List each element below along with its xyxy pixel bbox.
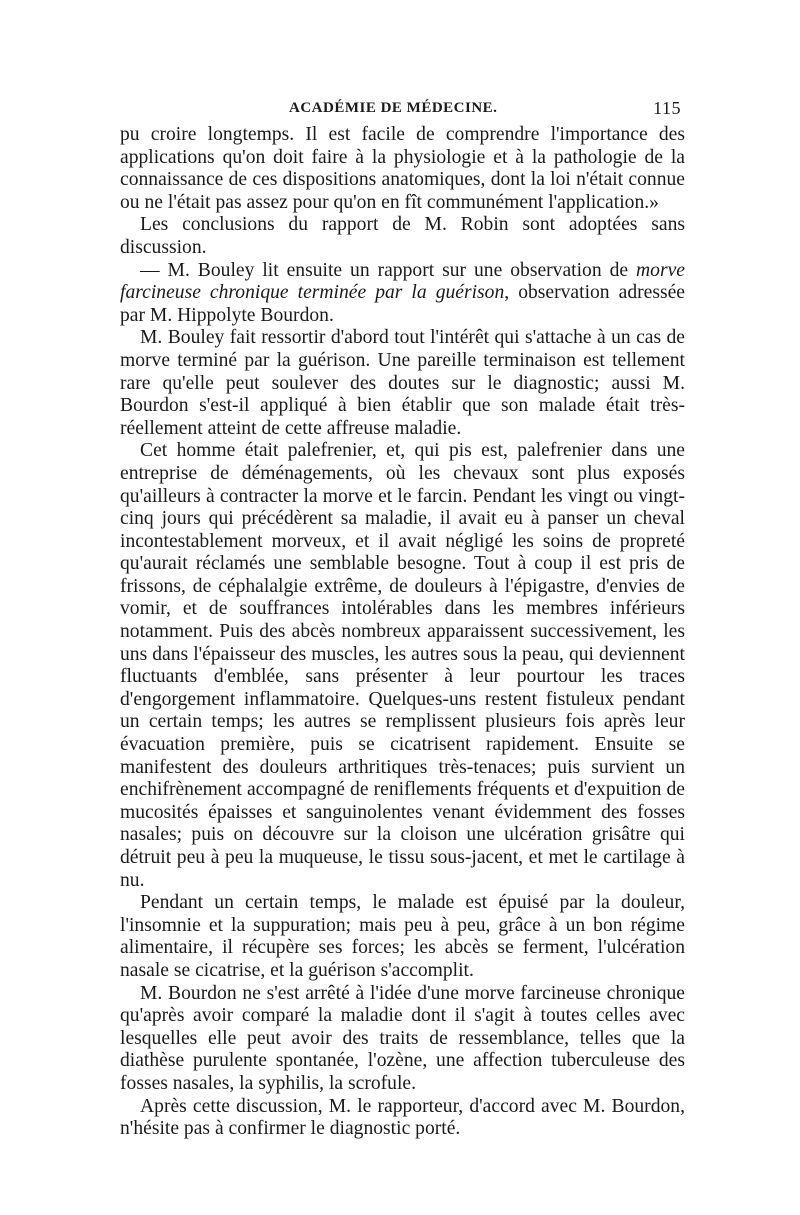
running-title: ACADÉMIE DE MÉDECINE. <box>289 100 498 116</box>
paragraph-bouley-summary: M. Bouley fait ressortir d'abord tout l'intérêt qui s'attache à un cas de morve terminé par la guérison. Une pareille terminaison est tellement rare qu'elle peut soulever des doutes sur le diagnostic; aussi M. Bourdon s'est-il appliqué à bien établir que son malade était très-réellement atteint de cette affreuse maladie. <box>120 327 685 439</box>
report-title-italic: morve farcineuse chronique terminée par la guérison <box>120 259 685 304</box>
page-header <box>120 98 685 124</box>
paragraph-recovery: Pendant un certain temps, le malade est épuisé par la douleur, l'insomnie et la suppuration; mais peu à peu, grâce à un bon régime alimentaire, il récupère ses forces; les abcès se ferment, l'ulcération nasale se cicatrise, et la guérison s'accomplit. <box>120 892 685 981</box>
body-text <box>120 124 685 1141</box>
paragraph-differential-diagnosis: M. Bourdon ne s'est arrêté à l'idée d'une morve farcineuse chronique qu'après avoir comparé la maladie dont il s'agit à toutes celles avec lesquelles elle peut avoir des traits de ressemblance, telles que la diathèse purulente spontanée, l'ozène, une affection tuberculeuse des fosses nasales, la syphilis, la scrofule. <box>120 982 685 1094</box>
paragraph-conclusions: Les conclusions du rapport de M. Robin sont adoptées sans discussion. <box>120 214 685 258</box>
page-number: 115 <box>653 98 681 118</box>
paragraph-continued: pu croire longtemps. Il est facile de comprendre l'importance des applications qu'on doit faire à la physiologie et à la pathologie de la connaissance de ces dispositions anatomiques, dont la loi n'était connue ou ne l'était pas assez pour qu'on en fît communément l'application.» <box>120 124 685 213</box>
paragraph-report-announcement <box>120 260 685 328</box>
paragraph-case-history: Cet homme était palefrenier, et, qui pis est, palefrenier dans une entreprise de déménagements, où les chevaux sont plus exposés qu'ailleurs à contracter la morve et le farcin. Pendant les vingt ou vingt-cinq jours qui précédèrent sa maladie, il avait eu à panser un cheval incontestablement morveux, et il avait négligé les soins de propreté qu'aurait réclamés une semblable besogne. Tout à coup il est pris de frissons, de céphalalgie extrême, de douleurs à l'épigastre, d'envies de vomir, et de souffrances intolérables dans les membres inférieurs notamment. Puis des abcès nombreux apparaissent successivement, les uns dans l'épaisseur des muscles, les autres sous la peau, qui deviennent fluctuants d'emblée, sans présenter à leur pourtour les traces d'engorgement inflammatoire. Quelques-uns restent fistuleux pendant un certain temps; les autres se remplissent plusieurs fois après leur évacuation première, puis se cicatrisent rapidement. Ensuite se manifestent des douleurs arthritiques très-tenaces; puis survient un enchifrènement accompagné de reniflements fréquents et d'expuition de mucosités épaisses et sanguinolentes venant évidemment des fosses nasales; puis on découvre sur la cloison une ulcération grisâtre qui détruit peu à peu la muqueuse, le tissu sous-jacent, et met le cartilage à nu. <box>120 440 685 891</box>
report-tail-text: , observation adressée par M. Hippolyte Bourdon. <box>120 282 685 326</box>
report-lead-text: — M. Bouley lit ensuite un rapport sur une observation de <box>140 259 637 281</box>
book-page <box>120 98 685 1141</box>
paragraph-confirmation: Après cette discussion, M. le rapporteur, d'accord avec M. Bourdon, n'hésite pas à confirmer le diagnostic porté. <box>120 1095 685 1140</box>
